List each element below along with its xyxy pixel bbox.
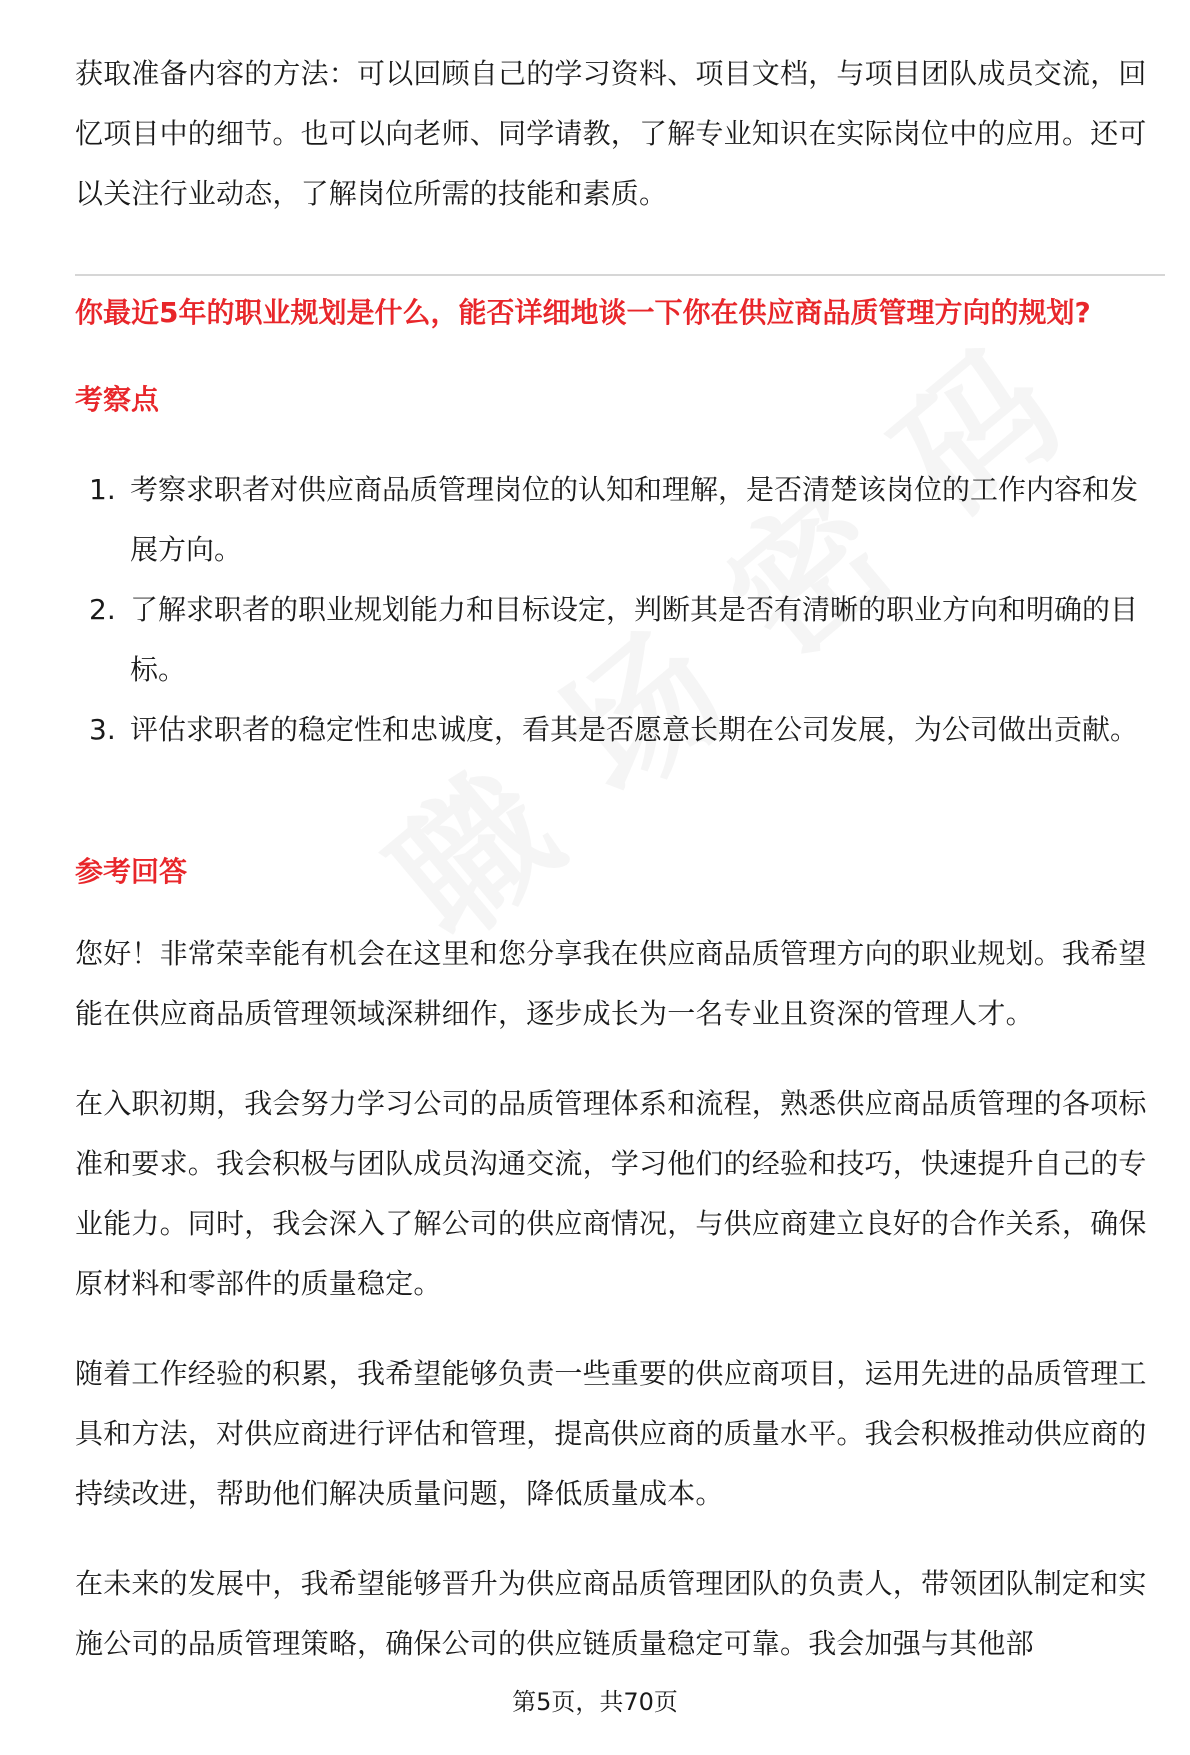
list-item-text: 了解求职者的职业规划能力和目标设定，判断其是否有清晰的职业方向和明确的目标。 — [130, 593, 1139, 686]
question-title: 你最近5年的职业规划是什么，能否详细地谈一下你在供应商品质管理方向的规划? — [75, 296, 1091, 329]
examine-heading: 考察点 — [75, 383, 160, 416]
list-item — [75, 700, 1163, 760]
answer-heading: 参考回答 — [75, 855, 188, 888]
intro-paragraph: 获取准备内容的方法：可以回顾自己的学习资料、项目文档，与项目团队成员交流，回忆项目中的细节。也可以向老师、同学请教，了解专业知识在实际岗位中的应用。还可以关注行业动态，了解岗位所需的技能和素质。 — [75, 57, 1147, 210]
section-divider — [75, 274, 1165, 276]
answer-paragraph: 随着工作经验的积累，我希望能够负责一些重要的供应商项目，运用先进的品质管理工具和方法，对供应商进行评估和管理，提高供应商的质量水平。我会积极推动供应商的持续改进，帮助他们解决质量问题，降低质量成本。 — [75, 1357, 1147, 1510]
list-item — [75, 460, 1163, 580]
list-item-number: 3. — [89, 713, 116, 746]
list-item-text: 评估求职者的稳定性和忠诚度，看其是否愿意长期在公司发展，为公司做出贡献。 — [130, 713, 1139, 746]
list-item — [75, 580, 1163, 700]
page-footer: 第5页，共70页 — [512, 1688, 678, 1716]
answer-paragraph: 在入职初期，我会努力学习公司的品质管理体系和流程，熟悉供应商品质管理的各项标准和要求。我会积极与团队成员沟通交流，学习他们的经验和技巧，快速提升自己的专业能力。同时，我会深入了解公司的供应商情况，与供应商建立良好的合作关系，确保原材料和零部件的质量稳定。 — [75, 1087, 1147, 1300]
answer-paragraph: 您好！非常荣幸能有机会在这里和您分享我在供应商品质管理方向的职业规划。我希望能在供应商品质管理领域深耕细作，逐步成长为一名专业且资深的管理人才。 — [75, 937, 1147, 1030]
list-item-number: 2. — [89, 593, 116, 626]
list-item-text: 考察求职者对供应商品质管理岗位的认知和理解，是否清楚该岗位的工作内容和发展方向。 — [130, 473, 1139, 566]
examine-list — [75, 460, 1163, 760]
intro-block — [75, 44, 1163, 224]
list-item-number: 1. — [89, 473, 116, 506]
answer-paragraph: 在未来的发展中，我希望能够晋升为供应商品质管理团队的负责人，带领团队制定和实施公司的品质管理策略，确保公司的供应链质量稳定可靠。我会加强与其他部 — [75, 1567, 1147, 1660]
answer-block — [75, 924, 1163, 1674]
